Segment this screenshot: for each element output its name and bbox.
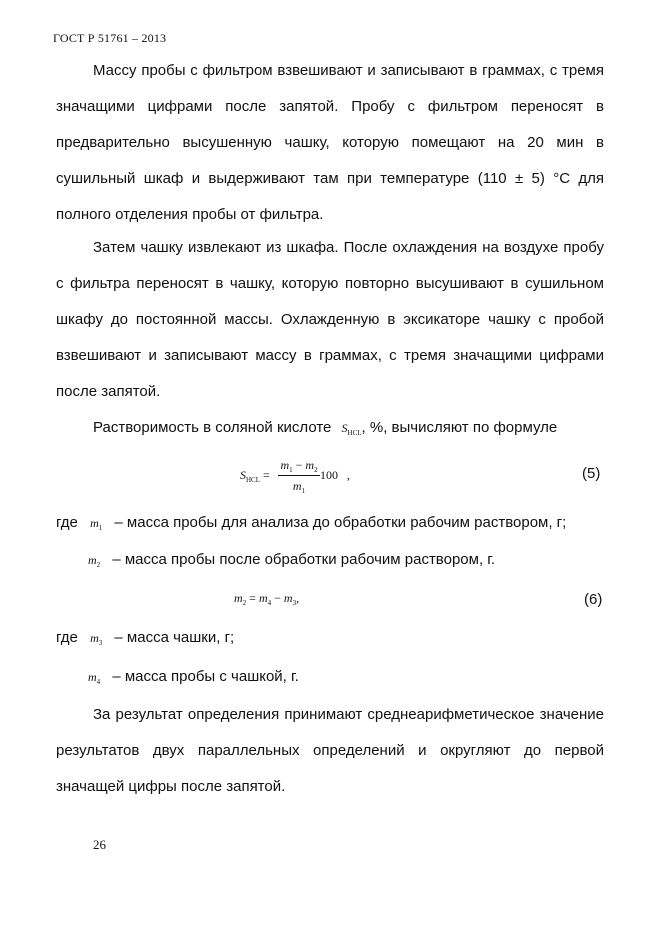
- document-header: ГОСТ Р 51761 – 2013: [53, 31, 167, 45]
- formula-5-numerator: $m_1 - m_2$: [280, 458, 318, 474]
- equation-number-5: (5): [582, 465, 601, 482]
- fraction-bar: [278, 475, 320, 476]
- s-hcl-symbol: $S_{HCL}$: [341, 421, 362, 437]
- formula-intro: [93, 419, 557, 437]
- m4-description: – масса пробы с чашкой, г.: [112, 668, 299, 685]
- paragraph-result: За результат определения принимают среднеарифметическое значение результатов двух параллельных определений и округляют до первой значащей цифры после запятой.: [56, 706, 604, 795]
- definition-m4: [88, 668, 299, 686]
- formula-intro-tail: , %, вычисляют по формуле: [361, 419, 558, 436]
- equation-number-6: (6): [584, 591, 603, 608]
- m4-symbol: $m_4$: [88, 670, 101, 686]
- m1-description: – масса пробы для анализа до обработки рабочим раствором, г;: [114, 514, 567, 531]
- m3-symbol: $m_3$: [90, 631, 103, 647]
- formula-intro-text: Растворимость в соляной кислоте: [93, 419, 332, 436]
- definition-m1: [56, 514, 566, 532]
- m2-description: – масса пробы после обработки рабочим раствором, г.: [112, 551, 496, 568]
- definition-m2: [88, 551, 495, 569]
- formula-5-factor: 100 ,: [320, 468, 350, 482]
- page-number: 26: [93, 837, 106, 852]
- formula-5-lhs: $S_{HCL}$ =: [240, 468, 270, 484]
- where-label-2: где: [56, 629, 78, 646]
- m3-description: – масса чашки, г;: [114, 629, 235, 646]
- where-label: где: [56, 514, 78, 531]
- definition-m3: [56, 629, 234, 647]
- m2-symbol: $m_2$: [88, 553, 101, 569]
- m1-symbol: $m_1$: [90, 516, 103, 532]
- paragraph-drying: Затем чашку извлекают из шкафа. После охлаждения на воздухе пробу с фильтра переносят в чашку, которую повторно высушивают в сушильном шкафу до постоянной массы. Охлажденную в эксикаторе чашку с пробой взвешивают и записывают массу в граммах, с тремя значащими цифрами после запятой.: [56, 239, 604, 400]
- paragraph-weighing: Массу пробы с фильтром взвешивают и записывают в граммах, с тремя значащими цифрами после запятой. Пробу с фильтром переносят в предварительно высушенную чашку, которую помещают на 20 мин в сушильный шкаф и выдерживают там при температуре (110 ± 5) °С для полного отделения пробы от фильтра.: [56, 62, 604, 223]
- formula-6: $m_2 = m_4 - m_3$,: [234, 591, 300, 607]
- formula-5-denominator: $m_1$: [292, 479, 306, 495]
